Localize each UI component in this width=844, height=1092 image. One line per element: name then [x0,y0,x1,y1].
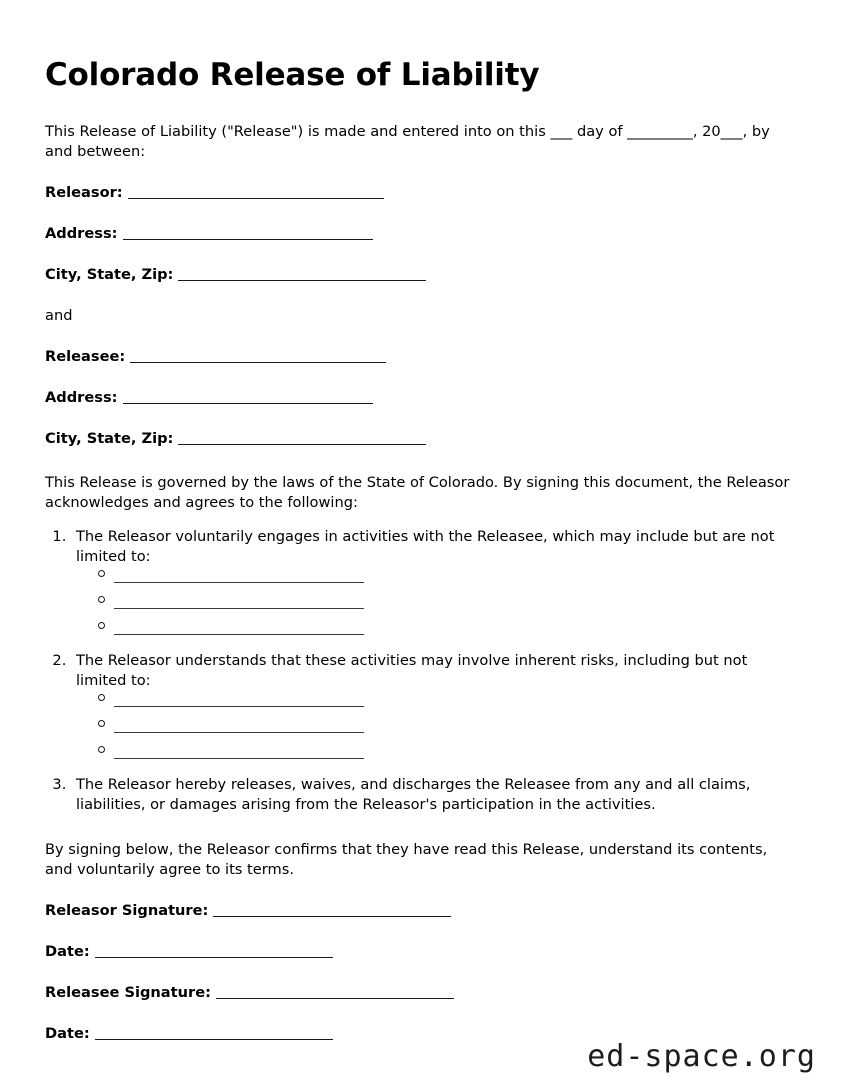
list-item [71,527,796,647]
field-releasee-address [45,388,799,408]
intro-paragraph: This Release of Liability ("Release") is made and entered into on this ___ day of _________, 20___, by and between: [45,122,770,160]
field-label: Releasee Signature: [45,983,211,1001]
list-item [98,745,796,771]
blank-input-line[interactable] [95,1028,333,1040]
field-releasee-name [45,347,799,367]
circle-bullet-icon [98,622,105,629]
blank-input-line[interactable] [114,608,364,609]
blank-input-line[interactable] [128,187,384,199]
list-item-text: The Releasor hereby releases, waives, and discharges the Releasee from any and all claims, liabilities, or damages arising from the Releasor's participation in the activities. [76,775,751,813]
list-item [98,621,796,647]
blank-input-line[interactable] [114,706,364,707]
blank-input-line[interactable] [213,905,451,917]
blank-input-line[interactable] [95,946,333,958]
field-releasor-citystatezip [45,265,799,285]
blank-input-line[interactable] [114,758,364,759]
terms-list [45,527,799,815]
field-label: Address: [45,388,118,406]
blank-input-line[interactable] [114,634,364,635]
field-releasor-signature [45,901,799,921]
blank-input-line[interactable] [130,351,386,363]
circle-bullet-icon [98,694,105,701]
governing-law-paragraph: This Release is governed by the laws of the State of Colorado. By signing this document, the Releasor acknowledges and agrees to the following: [45,473,790,511]
conjunction-and: and [45,306,73,324]
signature-block [45,901,799,1044]
list-item [71,775,796,815]
field-label: Date: [45,942,90,960]
blank-input-line[interactable] [114,732,364,733]
blank-input-line[interactable] [178,433,426,445]
field-label: Releasor: [45,183,123,201]
sub-blank-list [76,569,796,647]
list-item [98,719,796,745]
blank-input-line[interactable] [123,392,373,404]
list-item-text: The Releasor voluntarily engages in activities with the Releasee, which may include but are not limited to: [76,527,775,565]
circle-bullet-icon [98,596,105,603]
footer-watermark: ed-space.org [587,1039,816,1074]
field-label: City, State, Zip: [45,429,174,447]
field-releasee-signature [45,983,799,1003]
list-item [71,651,796,771]
field-label: Releasee: [45,347,126,365]
field-releasor-address [45,224,799,244]
circle-bullet-icon [98,720,105,727]
list-item-text: The Releasor understands that these activities may involve inherent risks, including but not limited to: [76,651,748,689]
page-title: Colorado Release of Liability [45,57,540,93]
field-label: City, State, Zip: [45,265,174,283]
circle-bullet-icon [98,570,105,577]
list-item [98,569,796,595]
list-item [98,595,796,621]
sub-blank-list [76,693,796,771]
list-item [98,693,796,719]
blank-input-line[interactable] [114,582,364,583]
field-releasor-date [45,942,799,962]
field-label: Releasor Signature: [45,901,209,919]
circle-bullet-icon [98,746,105,753]
closing-paragraph: By signing below, the Releasor confirms that they have read this Release, understand its contents, and voluntarily agree to its terms. [45,840,768,878]
blank-input-line[interactable] [216,987,454,999]
blank-input-line[interactable] [123,228,373,240]
field-releasee-citystatezip [45,429,799,449]
field-label: Address: [45,224,118,242]
blank-input-line[interactable] [178,269,426,281]
field-label: Date: [45,1024,90,1042]
field-releasor-name [45,183,799,203]
